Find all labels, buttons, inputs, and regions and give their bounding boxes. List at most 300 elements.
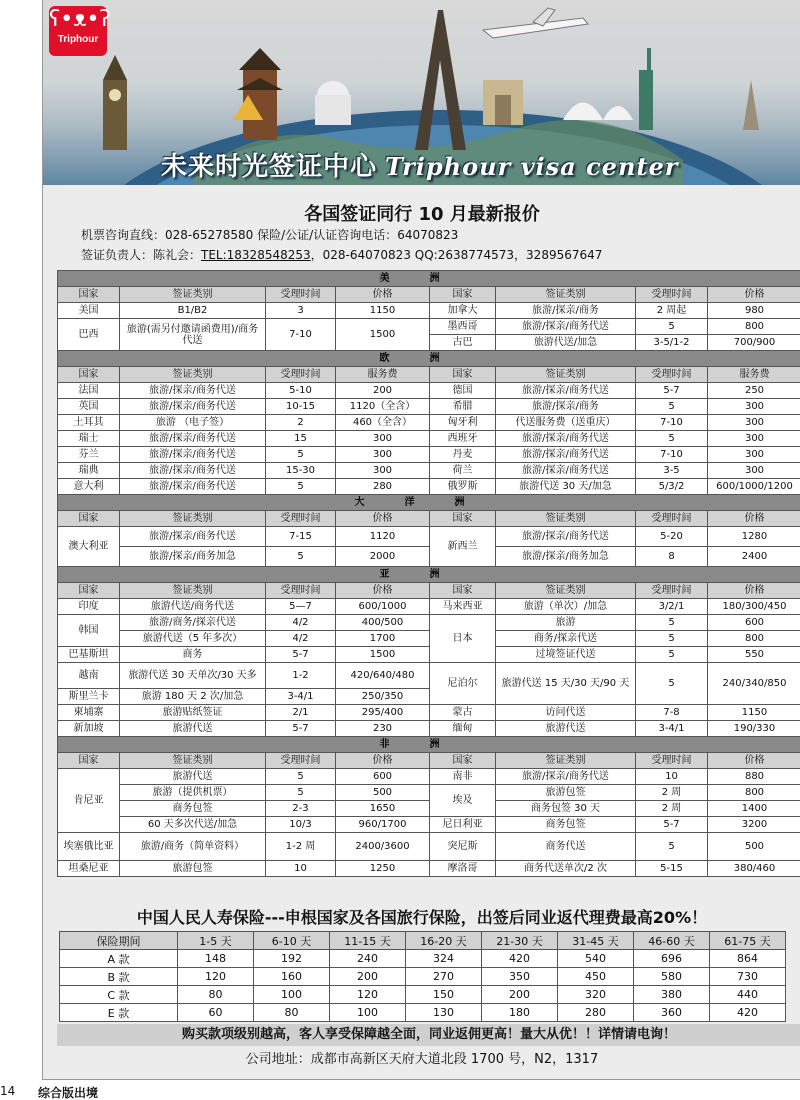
visa-price-table bbox=[57, 270, 800, 877]
table-cell: 2 周起 bbox=[636, 303, 708, 319]
column-header-row bbox=[58, 753, 800, 769]
insurance-row bbox=[60, 986, 786, 1004]
table-cell: 丹麦 bbox=[430, 447, 496, 463]
banner-title-cn: 未来时光签证中心 bbox=[161, 152, 378, 182]
column-header: 受理时间 bbox=[636, 511, 708, 527]
table-cell: 访问代送 bbox=[496, 705, 636, 721]
banner bbox=[43, 0, 800, 185]
country-cell: 澳大利亚 bbox=[58, 527, 120, 567]
table-cell: 600 bbox=[336, 769, 430, 785]
column-header: 国家 bbox=[58, 511, 120, 527]
table-cell: 商务/探亲代送 bbox=[496, 631, 636, 647]
table-cell: 荷兰 bbox=[430, 463, 496, 479]
table-cell: 270 bbox=[406, 968, 482, 986]
table-cell: 埃及 bbox=[430, 785, 496, 817]
column-header: 价格 bbox=[708, 287, 800, 303]
table-cell: 2 周 bbox=[636, 785, 708, 801]
table-cell: 5 bbox=[266, 447, 336, 463]
table-cell: 旅游包签 bbox=[496, 785, 636, 801]
contact-person: 签证负责人：陈礼会： bbox=[81, 248, 202, 262]
table-cell: 1150 bbox=[708, 705, 800, 721]
table-cell: 新加坡 bbox=[58, 721, 120, 737]
table-cell: 1650 bbox=[336, 801, 430, 817]
column-header-row bbox=[58, 367, 800, 383]
column-header: 签证类别 bbox=[120, 367, 266, 383]
table-cell: 280 bbox=[336, 479, 430, 495]
table-cell: 800 bbox=[708, 631, 800, 647]
table-row bbox=[58, 463, 800, 479]
insurance-row bbox=[60, 1004, 786, 1022]
table-row bbox=[58, 861, 800, 877]
table-row bbox=[58, 447, 800, 463]
column-header: 受理时间 bbox=[266, 583, 336, 599]
table-cell: 1120（全含） bbox=[336, 399, 430, 415]
table-cell: 旅游/商务/探亲代送 bbox=[120, 615, 266, 631]
table-row bbox=[58, 647, 800, 663]
table-cell: 旅游/探亲/商务代送 bbox=[496, 769, 636, 785]
table-cell: 120 bbox=[330, 986, 406, 1004]
triphour-logo bbox=[49, 6, 111, 56]
table-cell: 尼泊尔 bbox=[430, 663, 496, 705]
table-cell: 5-15 bbox=[636, 861, 708, 877]
section-header-oceania bbox=[58, 495, 800, 511]
table-cell: 420 bbox=[482, 950, 558, 968]
table-cell: 加拿大 bbox=[430, 303, 496, 319]
table-cell: 5-7 bbox=[636, 383, 708, 399]
table-cell: 1280 bbox=[708, 527, 800, 547]
table-cell: 380 bbox=[634, 986, 710, 1004]
table-cell: 130 bbox=[406, 1004, 482, 1022]
table-cell: 300 bbox=[708, 463, 800, 479]
table-cell: 巴基斯坦 bbox=[58, 647, 120, 663]
column-header: 签证类别 bbox=[120, 287, 266, 303]
table-cell: 坦桑尼亚 bbox=[58, 861, 120, 877]
table-cell: 540 bbox=[558, 950, 634, 968]
table-cell: 5 bbox=[636, 647, 708, 663]
section-title: 大洋洲 bbox=[58, 495, 800, 511]
section-header-americas bbox=[58, 271, 800, 287]
table-cell: 突尼斯 bbox=[430, 833, 496, 861]
table-cell: 148 bbox=[178, 950, 254, 968]
table-cell: 420/640/480 bbox=[336, 663, 430, 689]
table-cell: 696 bbox=[634, 950, 710, 968]
table-cell: 4/2 bbox=[266, 615, 336, 631]
table-cell: 马来西亚 bbox=[430, 599, 496, 615]
logo-text: Triphour bbox=[57, 34, 99, 45]
table-cell: 美国 bbox=[58, 303, 120, 319]
table-cell: 5-7 bbox=[266, 721, 336, 737]
table-cell: 旅游/商务（简单资料） bbox=[120, 833, 266, 861]
table-cell: 8 bbox=[636, 547, 708, 567]
column-header: 价格 bbox=[336, 753, 430, 769]
column-header: 6-10 天 bbox=[254, 932, 330, 950]
table-cell: 旅游/探亲/商务代送 bbox=[496, 319, 636, 335]
table-cell: 3-5 bbox=[636, 463, 708, 479]
table-cell: 旅游代送/加急 bbox=[496, 335, 636, 351]
table-cell: 600 bbox=[708, 615, 800, 631]
table-cell: 80 bbox=[254, 1004, 330, 1022]
table-cell: 730 bbox=[710, 968, 786, 986]
table-cell: 旅游代送 30 天单次/30 天多 bbox=[120, 663, 266, 689]
table-cell: E 款 bbox=[60, 1004, 178, 1022]
table-cell: 500 bbox=[336, 785, 430, 801]
column-header: 受理时间 bbox=[636, 753, 708, 769]
table-cell: 蒙古 bbox=[430, 705, 496, 721]
table-cell: 230 bbox=[336, 721, 430, 737]
table-cell: 2 bbox=[266, 415, 336, 431]
table-cell: 旅游代送 bbox=[120, 769, 266, 785]
table-cell: 60 天多次代送/加急 bbox=[120, 817, 266, 833]
table-row bbox=[58, 785, 800, 801]
table-cell: 旅游/探亲/商务代送 bbox=[120, 447, 266, 463]
insurance-title: 中国人民人寿保险---申根国家及各国旅行保险，出签后同业返代理费最高20%！ bbox=[136, 908, 708, 927]
table-cell: 德国 bbox=[430, 383, 496, 399]
bear-icon: ʕ•ᴥ•ʔ bbox=[49, 7, 111, 32]
column-header: 受理时间 bbox=[266, 367, 336, 383]
column-header: 16-20 天 bbox=[406, 932, 482, 950]
table-cell: 意大利 bbox=[58, 479, 120, 495]
table-cell: 960/1700 bbox=[336, 817, 430, 833]
column-header: 受理时间 bbox=[266, 287, 336, 303]
table-cell: 旅游 （电子签） bbox=[120, 415, 266, 431]
section-title: 亚洲 bbox=[58, 567, 800, 583]
table-cell: 400/500 bbox=[336, 615, 430, 631]
column-header: 价格 bbox=[708, 583, 800, 599]
banner-title bbox=[161, 146, 678, 183]
country-cell: 新西兰 bbox=[430, 527, 496, 567]
table-cell: 4/2 bbox=[266, 631, 336, 647]
table-cell: 800 bbox=[708, 785, 800, 801]
contact-tel: TEL:18328548253 bbox=[201, 248, 311, 262]
table-cell: 越南 bbox=[58, 663, 120, 689]
table-cell: 旅游/探亲/商务代送 bbox=[496, 447, 636, 463]
page-number: 14 bbox=[0, 1084, 16, 1098]
table-row bbox=[58, 319, 800, 335]
table-cell: 280 bbox=[558, 1004, 634, 1022]
table-cell: 1400 bbox=[708, 801, 800, 817]
column-header: 签证类别 bbox=[120, 753, 266, 769]
table-cell: 500 bbox=[708, 833, 800, 861]
table-cell: 350 bbox=[482, 968, 558, 986]
column-header-row bbox=[58, 287, 800, 303]
table-cell: 摩洛哥 bbox=[430, 861, 496, 877]
table-cell: 印度 bbox=[58, 599, 120, 615]
table-cell: 7-10 bbox=[266, 319, 336, 351]
table-cell: 旅游/探亲/商务代送 bbox=[120, 527, 266, 547]
column-header: 国家 bbox=[430, 583, 496, 599]
insurance-row bbox=[60, 950, 786, 968]
table-row bbox=[58, 479, 800, 495]
table-cell: 800 bbox=[708, 319, 800, 335]
company-address: 公司地址：成都市高新区天府大道北段 1700 号，N2，1317 bbox=[245, 1052, 599, 1067]
column-header: 价格 bbox=[708, 511, 800, 527]
table-cell: 5-7 bbox=[266, 647, 336, 663]
table-cell: 旅游/探亲/商务代送 bbox=[496, 463, 636, 479]
table-cell: 3/2/1 bbox=[636, 599, 708, 615]
table-cell: 1500 bbox=[336, 647, 430, 663]
table-cell: 旅游/探亲/商务代送 bbox=[496, 383, 636, 399]
table-cell: 旅游/探亲/商务加急 bbox=[120, 547, 266, 567]
table-cell: 韩国 bbox=[58, 615, 120, 647]
banner-title-en: Triphour visa center bbox=[385, 152, 679, 181]
table-cell: 瑞典 bbox=[58, 463, 120, 479]
table-cell: 过境签证代送 bbox=[496, 647, 636, 663]
contact-line-1: 机票咨询直线：028-65278580 保险/公证/认证咨询电话：64070823 bbox=[81, 228, 459, 242]
table-cell: 5 bbox=[266, 769, 336, 785]
table-cell: 300 bbox=[336, 431, 430, 447]
section-title: 欧洲 bbox=[58, 351, 800, 367]
section-header-africa bbox=[58, 737, 800, 753]
table-cell: 缅甸 bbox=[430, 721, 496, 737]
table-cell: 西班牙 bbox=[430, 431, 496, 447]
table-cell: 5 bbox=[266, 785, 336, 801]
price-sheet-page bbox=[42, 0, 800, 1080]
table-cell: 190/330 bbox=[708, 721, 800, 737]
table-cell: 5 bbox=[636, 399, 708, 415]
column-header: 21-30 天 bbox=[482, 932, 558, 950]
table-cell: 旅游/探亲/商务代送 bbox=[120, 399, 266, 415]
table-cell: 旅游代送 15 天/30 天/90 天 bbox=[496, 663, 636, 705]
table-cell: 5 bbox=[636, 319, 708, 335]
table-cell: 1-2 bbox=[266, 663, 336, 689]
table-row bbox=[58, 383, 800, 399]
section-header-europe bbox=[58, 351, 800, 367]
table-cell: 5-20 bbox=[636, 527, 708, 547]
table-cell: 7-10 bbox=[636, 415, 708, 431]
table-cell: 尼日利亚 bbox=[430, 817, 496, 833]
column-header: 国家 bbox=[58, 583, 120, 599]
column-header: 国家 bbox=[430, 287, 496, 303]
table-cell: 代送服务费（送重庆） bbox=[496, 415, 636, 431]
table-cell: 旅游（提供机票） bbox=[120, 785, 266, 801]
column-header: 价格 bbox=[336, 287, 430, 303]
insurance-price-table bbox=[59, 931, 786, 1022]
table-cell: 5 bbox=[636, 833, 708, 861]
table-row bbox=[58, 817, 800, 833]
table-cell: 300 bbox=[708, 399, 800, 415]
table-cell: 600/1000 bbox=[336, 599, 430, 615]
section-title: 非洲 bbox=[58, 737, 800, 753]
table-cell: 10 bbox=[266, 861, 336, 877]
table-cell: 360 bbox=[634, 1004, 710, 1022]
page-heading: 各国签证同行 10 月最新报价 bbox=[304, 204, 540, 225]
table-cell: 10/3 bbox=[266, 817, 336, 833]
table-cell: 420 bbox=[710, 1004, 786, 1022]
table-cell: 芬兰 bbox=[58, 447, 120, 463]
table-cell: 180/300/450 bbox=[708, 599, 800, 615]
table-cell: 5 bbox=[636, 615, 708, 631]
table-cell: 俄罗斯 bbox=[430, 479, 496, 495]
column-header: 国家 bbox=[430, 367, 496, 383]
column-header: 保险期间 bbox=[60, 932, 178, 950]
table-cell: 旅游/探亲/商务加急 bbox=[496, 547, 636, 567]
column-header: 11-15 天 bbox=[330, 932, 406, 950]
table-cell: 320 bbox=[558, 986, 634, 1004]
table-cell: 旅游 bbox=[496, 615, 636, 631]
table-cell: 旅游代送 bbox=[496, 721, 636, 737]
table-cell: 80 bbox=[178, 986, 254, 1004]
table-cell: 旅游/探亲/商务代送 bbox=[120, 479, 266, 495]
table-cell: 1120 bbox=[336, 527, 430, 547]
table-cell: 商务 bbox=[120, 647, 266, 663]
table-cell: 斯里兰卡 bbox=[58, 689, 120, 705]
table-cell: 商务代送 bbox=[496, 833, 636, 861]
table-row bbox=[58, 547, 800, 567]
table-cell: 550 bbox=[708, 647, 800, 663]
table-cell: 2-3 bbox=[266, 801, 336, 817]
column-header-row bbox=[58, 511, 800, 527]
table-cell: 商务包签 bbox=[120, 801, 266, 817]
insurance-header-row bbox=[60, 932, 786, 950]
column-header: 46-60 天 bbox=[634, 932, 710, 950]
table-cell: 300 bbox=[708, 447, 800, 463]
table-cell: C 款 bbox=[60, 986, 178, 1004]
table-cell: 250 bbox=[708, 383, 800, 399]
column-header: 签证类别 bbox=[120, 583, 266, 599]
table-row bbox=[58, 431, 800, 447]
table-cell: 5/3/2 bbox=[636, 479, 708, 495]
table-row bbox=[58, 399, 800, 415]
table-cell: 192 bbox=[254, 950, 330, 968]
table-row bbox=[58, 833, 800, 861]
column-header: 服务费 bbox=[336, 367, 430, 383]
table-cell: 300 bbox=[708, 431, 800, 447]
table-cell: 440 bbox=[710, 986, 786, 1004]
table-cell: 旅游/探亲/商务代送 bbox=[496, 431, 636, 447]
table-cell: 2400/3600 bbox=[336, 833, 430, 861]
column-header: 签证类别 bbox=[496, 583, 636, 599]
table-cell: 580 bbox=[634, 968, 710, 986]
table-row bbox=[58, 415, 800, 431]
table-cell: 300 bbox=[336, 447, 430, 463]
promo-slogan: 购买款项级别越高，客人享受保障越全面，同业返佣更高！量大从优！！详情请电询！ bbox=[57, 1024, 800, 1046]
table-cell: 450 bbox=[558, 968, 634, 986]
table-cell: 5 bbox=[636, 631, 708, 647]
table-cell: 旅游（单次）/加急 bbox=[496, 599, 636, 615]
contact-line-2 bbox=[81, 246, 602, 263]
table-cell: 7-15 bbox=[266, 527, 336, 547]
column-header-row bbox=[58, 583, 800, 599]
table-cell: 旅游 180 天 2 次/加急 bbox=[120, 689, 266, 705]
table-cell: 3-4/1 bbox=[266, 689, 336, 705]
table-cell: 15 bbox=[266, 431, 336, 447]
table-cell: 2400 bbox=[708, 547, 800, 567]
table-cell: 旅游/探亲/商务代送 bbox=[120, 383, 266, 399]
table-cell: 希腊 bbox=[430, 399, 496, 415]
column-header: 签证类别 bbox=[120, 511, 266, 527]
column-header: 国家 bbox=[58, 367, 120, 383]
column-header: 受理时间 bbox=[636, 583, 708, 599]
table-cell: 3-5/1-2 bbox=[636, 335, 708, 351]
table-cell: 7-10 bbox=[636, 447, 708, 463]
table-cell: 2000 bbox=[336, 547, 430, 567]
table-cell: 10-15 bbox=[266, 399, 336, 415]
table-cell: B1/B2 bbox=[120, 303, 266, 319]
insurance-row bbox=[60, 968, 786, 986]
contact-phones: ，028-64070823 QQ:2638774573，3289567647 bbox=[310, 248, 603, 262]
table-cell: 旅游代送 30 天/加急 bbox=[496, 479, 636, 495]
table-cell: 324 bbox=[406, 950, 482, 968]
table-row bbox=[58, 631, 800, 647]
table-cell: A 款 bbox=[60, 950, 178, 968]
table-cell: 380/460 bbox=[708, 861, 800, 877]
table-row bbox=[58, 527, 800, 547]
column-header: 价格 bbox=[336, 511, 430, 527]
column-header: 价格 bbox=[708, 753, 800, 769]
table-cell: 5-7 bbox=[636, 817, 708, 833]
table-row bbox=[58, 705, 800, 721]
table-cell: 250/350 bbox=[336, 689, 430, 705]
table-cell: 5—7 bbox=[266, 599, 336, 615]
table-row bbox=[58, 303, 800, 319]
table-cell: 商务包签 bbox=[496, 817, 636, 833]
table-cell: 旅游/探亲/商务 bbox=[496, 399, 636, 415]
column-header: 61-75 天 bbox=[710, 932, 786, 950]
table-cell: 柬埔寨 bbox=[58, 705, 120, 721]
table-cell: 旅游/探亲/商务代送 bbox=[120, 431, 266, 447]
table-cell: 5 bbox=[266, 479, 336, 495]
table-cell: 旅游/探亲/商务代送 bbox=[120, 463, 266, 479]
table-cell: 古巴 bbox=[430, 335, 496, 351]
table-row bbox=[58, 599, 800, 615]
column-header: 受理时间 bbox=[636, 287, 708, 303]
column-header: 1-5 天 bbox=[178, 932, 254, 950]
table-cell: 3 bbox=[266, 303, 336, 319]
table-cell: B 款 bbox=[60, 968, 178, 986]
table-cell: 980 bbox=[708, 303, 800, 319]
column-header: 受理时间 bbox=[636, 367, 708, 383]
section-name: 综合版出境 bbox=[38, 1086, 99, 1100]
column-header: 国家 bbox=[430, 753, 496, 769]
section-header-asia bbox=[58, 567, 800, 583]
column-header: 签证类别 bbox=[496, 287, 636, 303]
table-cell: 100 bbox=[254, 986, 330, 1004]
table-cell: 150 bbox=[406, 986, 482, 1004]
table-row bbox=[58, 801, 800, 817]
table-cell: 700/900 bbox=[708, 335, 800, 351]
table-cell: 240/340/850 bbox=[708, 663, 800, 705]
table-cell: 5 bbox=[266, 547, 336, 567]
table-cell: 15-30 bbox=[266, 463, 336, 479]
column-header: 国家 bbox=[430, 511, 496, 527]
table-cell: 600/1000/1200 bbox=[708, 479, 800, 495]
column-header: 受理时间 bbox=[266, 511, 336, 527]
table-cell: 5-10 bbox=[266, 383, 336, 399]
table-cell: 3-4/1 bbox=[636, 721, 708, 737]
column-header: 31-45 天 bbox=[558, 932, 634, 950]
table-cell: 土耳其 bbox=[58, 415, 120, 431]
table-cell: 100 bbox=[330, 1004, 406, 1022]
table-cell: 200 bbox=[330, 968, 406, 986]
column-header: 国家 bbox=[58, 753, 120, 769]
table-cell: 7-8 bbox=[636, 705, 708, 721]
table-cell: 180 bbox=[482, 1004, 558, 1022]
table-cell: 200 bbox=[482, 986, 558, 1004]
table-cell: 旅游代送（5 年多次） bbox=[120, 631, 266, 647]
table-cell: 日本 bbox=[430, 615, 496, 663]
table-cell: 200 bbox=[336, 383, 430, 399]
table-cell: 肯尼亚 bbox=[58, 769, 120, 833]
table-cell: 460（全含） bbox=[336, 415, 430, 431]
table-cell: 英国 bbox=[58, 399, 120, 415]
table-cell: 商务包签 30 天 bbox=[496, 801, 636, 817]
table-cell: 1150 bbox=[336, 303, 430, 319]
column-header: 受理时间 bbox=[266, 753, 336, 769]
table-cell: 旅游贴纸签证 bbox=[120, 705, 266, 721]
table-cell: 1-2 周 bbox=[266, 833, 336, 861]
table-cell: 10 bbox=[636, 769, 708, 785]
column-header: 价格 bbox=[336, 583, 430, 599]
